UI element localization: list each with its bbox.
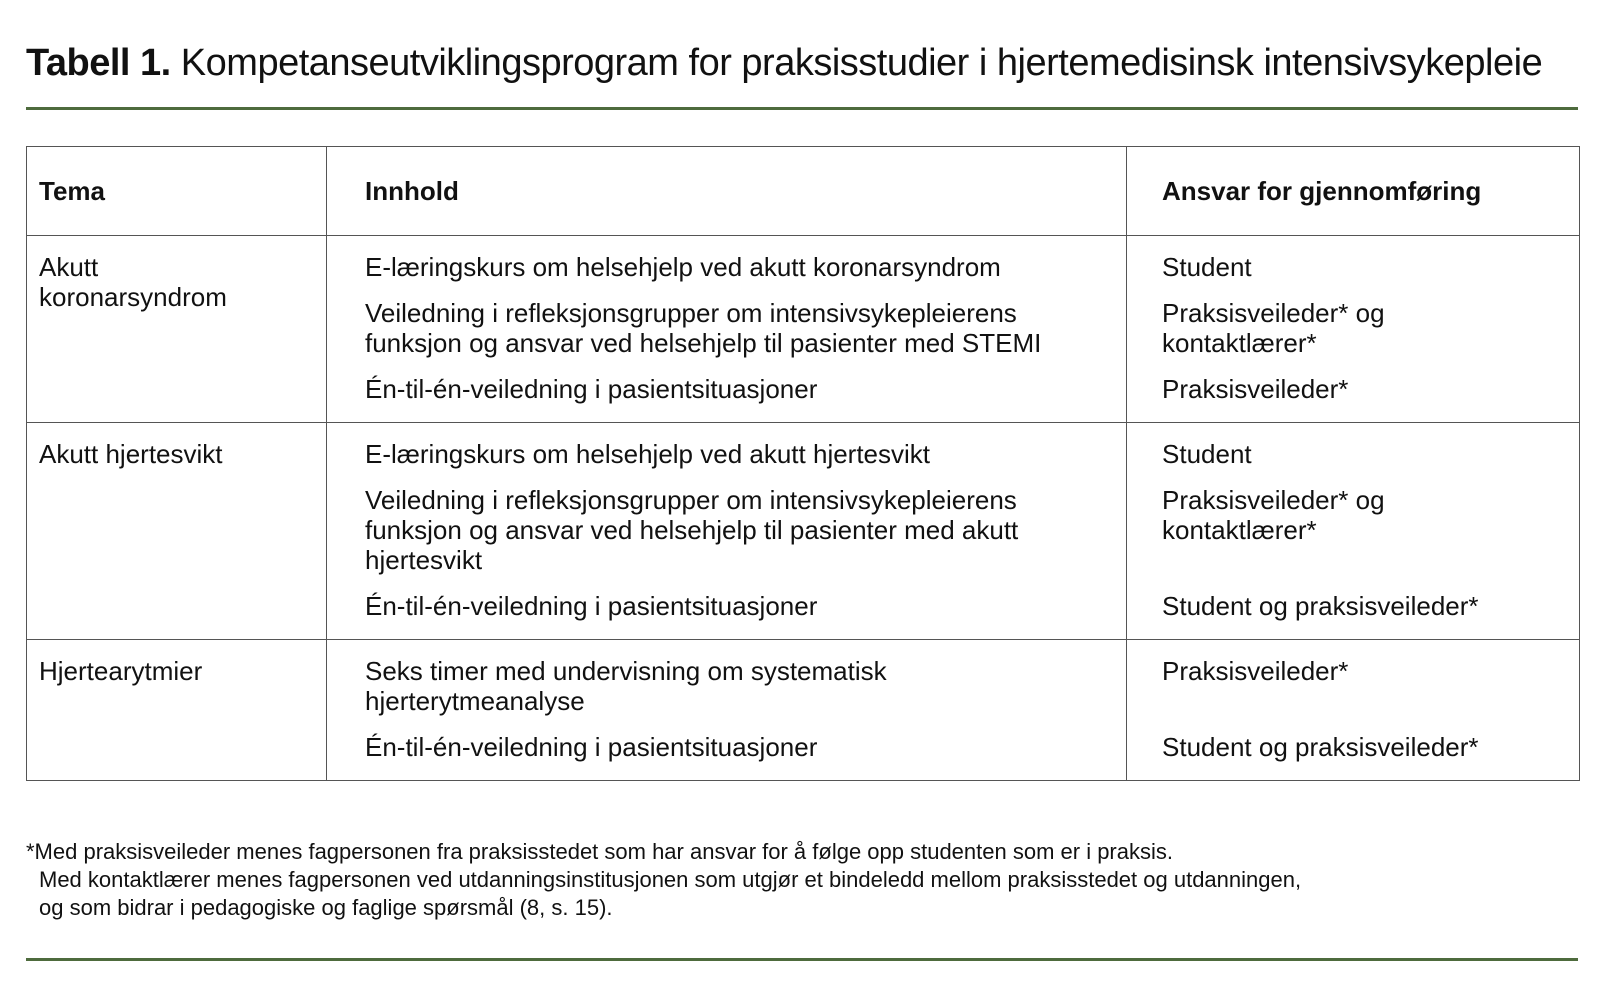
- tema-cell: [27, 423, 327, 640]
- ansvar-item: Student: [1162, 252, 1252, 282]
- ansvar-item: Praksisveileder*: [1162, 374, 1349, 404]
- competence-table: [26, 146, 1580, 781]
- innhold-item: Én-til-én-veiledning i pasientsituasjoner: [365, 374, 818, 404]
- table-number: Tabell 1.: [26, 42, 171, 84]
- header-innhold: Innhold: [327, 147, 1127, 236]
- table-row: [27, 640, 1580, 781]
- table-row: [27, 236, 1580, 423]
- innhold-item: Én-til-én-veiledning i pasientsituasjoner: [365, 732, 818, 762]
- ansvar-item: Student og praksisveileder*: [1162, 591, 1479, 621]
- footnote-line: Med kontaktlærer menes fagpersonen ved utdanningsinstitusjonen som utgjør et bindeledd mellom praksisstedet og utdanningen,: [39, 867, 1302, 892]
- ansvar-item: Student og praksisveileder*: [1162, 732, 1479, 762]
- innhold-item: E-læringskurs om helsehjelp ved akutt hjertesvikt: [365, 439, 931, 469]
- table-title: [26, 38, 1542, 88]
- innhold-item: Én-til-én-veiledning i pasientsituasjoner: [365, 591, 818, 621]
- header-row: [27, 147, 1580, 236]
- footnote: [26, 838, 1301, 922]
- tema-text: Akutt hjertesvikt: [39, 439, 223, 469]
- tema-text: Hjertearytmier: [39, 656, 203, 686]
- table-title-text: Kompetanseutviklingsprogram for praksisstudier i hjertemedisinsk intensivsykepleie: [170, 42, 1543, 84]
- innhold-cell: [327, 236, 1127, 423]
- footnote-line: og som bidrar i pedagogiske og faglige spørsmål (8, s. 15).: [39, 895, 613, 920]
- tema-cell: [27, 236, 327, 423]
- ansvar-cell: [1127, 236, 1580, 423]
- ansvar-item: Praksisveileder*: [1162, 656, 1349, 686]
- bottom-rule: [26, 958, 1578, 961]
- top-rule: [26, 107, 1578, 110]
- header-ansvar: Ansvar for gjennomføring: [1127, 147, 1580, 236]
- innhold-item: Veiledning i refleksjonsgrupper om intensivsykepleierens funksjon og ansvar ved helsehjelp til pasienter med STEMI: [365, 298, 1042, 358]
- header-tema: Tema: [27, 147, 327, 236]
- ansvar-item: Student: [1162, 439, 1252, 469]
- ansvar-item: Praksisveileder* og kontaktlærer*: [1162, 298, 1385, 358]
- tema-text: Akutt koronarsyndrom: [39, 252, 227, 312]
- footnote-line: *Med praksisveileder menes fagpersonen fra praksisstedet som har ansvar for å følge opp studenten som er i praksis.: [26, 839, 1173, 864]
- ansvar-cell: [1127, 423, 1580, 640]
- ansvar-item: Praksisveileder* og kontaktlærer*: [1162, 485, 1385, 545]
- innhold-item: E-læringskurs om helsehjelp ved akutt koronarsyndrom: [365, 252, 1001, 282]
- tema-cell: [27, 640, 327, 781]
- innhold-cell: [327, 640, 1127, 781]
- innhold-item: Seks timer med undervisning om systematisk hjerterytmeanalyse: [365, 656, 887, 716]
- ansvar-cell: [1127, 640, 1580, 781]
- innhold-item: Veiledning i refleksjonsgrupper om intensivsykepleierens funksjon og ansvar ved helsehjelp til pasienter med akutt hjertesvikt: [365, 485, 1019, 575]
- table-row: [27, 423, 1580, 640]
- innhold-cell: [327, 423, 1127, 640]
